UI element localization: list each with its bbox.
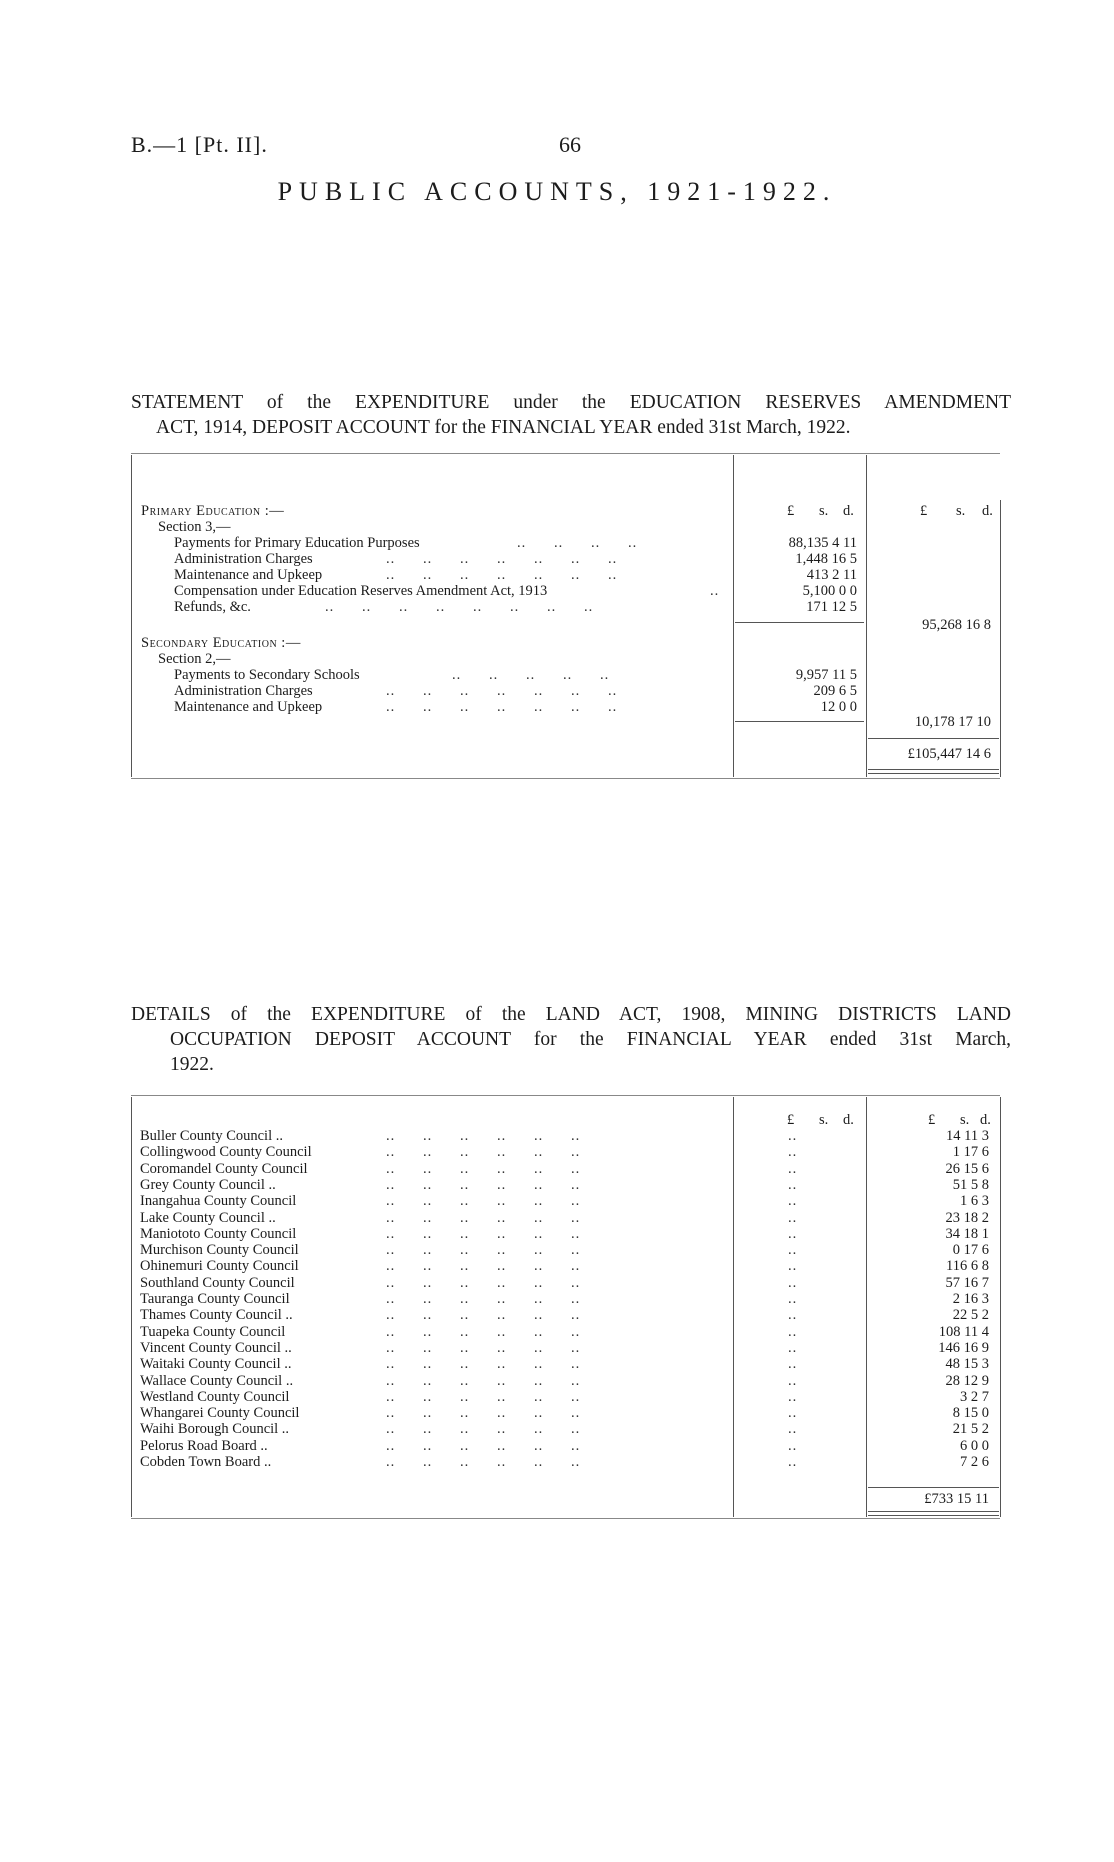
detail-row-label: Maniototo County Council: [140, 1225, 297, 1242]
leader-dots: ..: [788, 1193, 798, 1210]
detail-row-label: Murchison County Council: [140, 1242, 299, 1259]
detail-row-amount: 21 5 2: [952, 1421, 989, 1438]
col-header-pounds: £: [787, 1112, 795, 1128]
primary-item-label: Refunds, &c.: [174, 599, 251, 615]
leader-dots: .. .. .. .. .. .. ..: [386, 567, 618, 583]
leader-dots: .. .. .. .. .. ..: [386, 1323, 581, 1340]
double-rule-top: [868, 1511, 999, 1512]
col-header-pence: d.: [843, 503, 854, 519]
detail-row-label: Tauranga County Council: [140, 1291, 290, 1307]
secondary-item-amount: 12 0 0: [820, 699, 857, 715]
leader-dots: .. .. .. .. .. ..: [386, 1421, 581, 1438]
leader-dots: .. .. .. .. .. ..: [386, 1356, 581, 1373]
detail-row-label: Lake County Council ..: [140, 1209, 276, 1226]
statement2-title-line1: DETAILS of the EXPENDITURE of the LAND ACT, 1908, MINING DISTRICTS LAND: [131, 1004, 1011, 1025]
detail-row-amount: 23 18 2: [945, 1209, 989, 1226]
leader-dots: ..: [788, 1323, 798, 1340]
detail-row-amount: 1 6 3: [960, 1193, 989, 1210]
detail-row-label: Ohinemuri County Council: [140, 1258, 299, 1275]
table-left-rule: [131, 1097, 132, 1517]
leader-dots: ..: [788, 1176, 798, 1193]
statement1-title-line1: STATEMENT of the EXPENDITURE under the EDUCATION RESERVES AMENDMENT: [131, 392, 1011, 413]
leader-dots: .. .. .. .. .. ..: [386, 1388, 581, 1405]
leader-dots: .. .. .. .. .. ..: [386, 1258, 581, 1275]
col-header-shillings: s.: [956, 503, 966, 519]
leader-dots: .. .. .. .. .. .. ..: [386, 699, 618, 715]
detail-row-label: Buller County Council ..: [140, 1128, 283, 1144]
detail-row-label: Waihi Borough Council ..: [140, 1421, 290, 1438]
detail-row-amount: 0 17 6: [952, 1242, 989, 1259]
leader-dots: .. .. .. .. .. ..: [386, 1291, 581, 1307]
col-header-pence: d.: [980, 1112, 991, 1128]
col-header-pence: d.: [843, 1112, 854, 1128]
column-divider: [866, 1097, 867, 1517]
secondary-item-amount: 9,957 11 5: [795, 667, 857, 683]
leader-dots: ..: [788, 1454, 798, 1470]
leader-dots: .. .. .. .. .. ..: [386, 1160, 581, 1177]
detail-row-amount: 2 16 3: [952, 1291, 989, 1307]
secondary-item-label: Payments to Secondary Schools: [174, 667, 360, 683]
primary-item-amount: 413 2 11: [806, 567, 857, 583]
leader-dots: ..: [788, 1405, 798, 1422]
secondary-section-label: Section 2,—: [158, 651, 231, 667]
leader-dots: ..: [788, 1437, 798, 1454]
detail-row-amount: 34 18 1: [945, 1225, 989, 1242]
col-header-shillings: s.: [819, 503, 829, 519]
leader-dots: ..: [788, 1242, 798, 1259]
detail-row-label: Southland County Council: [140, 1274, 295, 1291]
leader-dots: .. .. .. ..: [517, 535, 638, 551]
detail-row-label: Waitaki County Council ..: [140, 1356, 292, 1373]
leader-dots: ..: [788, 1372, 798, 1389]
leader-dots: ..: [788, 1225, 798, 1242]
leader-dots: .. .. .. .. .. .. .. ..: [325, 599, 594, 615]
leader-dots: ..: [710, 583, 720, 599]
column-divider: [733, 1097, 734, 1517]
detail-row-label: Grey County Council ..: [140, 1176, 276, 1193]
primary-item-amount: 171 12 5: [806, 599, 857, 615]
primary-item-label: Compensation under Education Reserves Amendment Act, 1913: [174, 583, 548, 599]
secondary-item-label: Maintenance and Upkeep: [174, 699, 323, 715]
leader-dots: ..: [788, 1339, 798, 1356]
leader-dots: .. .. .. .. .. ..: [386, 1209, 581, 1226]
detail-row-amount: 14 11 3: [946, 1128, 989, 1144]
leader-dots: .. .. .. .. .. ..: [386, 1339, 581, 1356]
leader-dots: .. .. .. .. .. ..: [386, 1225, 581, 1242]
detail-row-label: Tuapeka County Council: [140, 1323, 286, 1340]
document-reference: B.—1 [Pt. II].: [131, 132, 268, 157]
detail-row-label: Wallace County Council ..: [140, 1372, 294, 1389]
leader-dots: ..: [788, 1421, 798, 1438]
secondary-total: 10,178 17 10: [914, 714, 991, 730]
table-right-rule: [1000, 1097, 1001, 1517]
detail-row-amount: 6 0 0: [960, 1437, 989, 1454]
detail-row-amount: 28 12 9: [945, 1372, 989, 1389]
primary-item-label: Payments for Primary Education Purposes: [174, 535, 420, 551]
leader-dots: .. .. .. .. .. ..: [386, 1144, 581, 1161]
detail-row-amount: 7 2 6: [960, 1454, 989, 1470]
col-header-pence: d.: [982, 503, 993, 519]
col-header-pounds: £: [787, 503, 795, 519]
leader-dots: .. .. .. .. .. ..: [386, 1242, 581, 1259]
detail-row-label: Inangahua County Council: [140, 1193, 297, 1210]
detail-row-amount: 3 2 7: [960, 1388, 989, 1405]
leader-dots: .. .. .. .. ..: [452, 667, 610, 683]
detail-row-amount: 26 15 6: [945, 1160, 989, 1177]
detail-row-amount: 8 15 0: [952, 1405, 989, 1422]
detail-row-label: Thames County Council ..: [140, 1307, 293, 1324]
col-header-pounds: £: [920, 503, 928, 519]
leader-dots: ..: [788, 1144, 798, 1161]
detail-row-amount: 1 17 6: [952, 1144, 989, 1161]
leader-dots: .. .. .. .. .. ..: [386, 1274, 581, 1291]
detail-row-amount: 57 16 7: [945, 1274, 989, 1291]
secondary-education-heading: Secondary Education :—: [141, 635, 301, 651]
total-rule: [868, 1487, 999, 1488]
leader-dots: ..: [788, 1291, 798, 1307]
leader-dots: .. .. .. .. .. ..: [386, 1307, 581, 1324]
detail-row-amount: 146 16 9: [938, 1339, 989, 1356]
leader-dots: ..: [788, 1307, 798, 1324]
col-header-shillings: s.: [960, 1112, 970, 1128]
detail-row-label: Cobden Town Board ..: [140, 1454, 272, 1470]
primary-item-amount: 1,448 16 5: [795, 551, 857, 567]
leader-dots: ..: [788, 1209, 798, 1226]
detail-row-label: Westland County Council: [140, 1388, 290, 1405]
secondary-item-label: Administration Charges: [174, 683, 313, 699]
detail-row-amount: 51 5 8: [952, 1176, 989, 1193]
statement2-title-line2: OCCUPATION DEPOSIT ACCOUNT for the FINANCIAL YEAR ended 31st March,: [170, 1029, 1011, 1050]
secondary-item-amount: 209 6 5: [813, 683, 857, 699]
leader-dots: .. .. .. .. .. ..: [386, 1176, 581, 1193]
detail-row-label: Whangarei County Council: [140, 1405, 300, 1422]
detail-row-amount: 116 6 8: [946, 1258, 989, 1275]
leader-dots: ..: [788, 1356, 798, 1373]
leader-dots: ..: [788, 1274, 798, 1291]
leader-dots: .. .. .. .. .. ..: [386, 1193, 581, 1210]
table-top-rule: [131, 1095, 1000, 1096]
detail-row-amount: 22 5 2: [952, 1307, 989, 1324]
leader-dots: .. .. .. .. .. ..: [386, 1372, 581, 1389]
details-total: £733 15 11: [924, 1491, 989, 1507]
primary-education-heading: Primary Education :—: [141, 503, 285, 519]
grand-total: £105,447 14 6: [907, 746, 991, 762]
col-header-pounds: £: [928, 1112, 936, 1128]
detail-row-label: Coromandel County Council: [140, 1160, 308, 1177]
detail-row-label: Vincent County Council ..: [140, 1339, 292, 1356]
page-title: PUBLIC ACCOUNTS, 1921-1922.: [277, 177, 837, 206]
primary-item-amount: 5,100 0 0: [802, 583, 857, 599]
statement2-title-line3: 1922.: [170, 1054, 214, 1075]
detail-row-amount: 108 11 4: [938, 1323, 989, 1340]
leader-dots: ..: [788, 1128, 798, 1144]
leader-dots: .. .. .. .. .. ..: [386, 1454, 581, 1470]
primary-section-label: Section 3,—: [158, 519, 231, 535]
primary-item-label: Administration Charges: [174, 551, 313, 567]
detail-row-amount: 48 15 3: [945, 1356, 989, 1373]
double-rule-bottom: [868, 1515, 999, 1516]
detail-row-label: Pelorus Road Board ..: [140, 1437, 268, 1454]
leader-dots: ..: [788, 1160, 798, 1177]
primary-item-label: Maintenance and Upkeep: [174, 567, 323, 583]
col-header-shillings: s.: [819, 1112, 829, 1128]
table-bottom-rule: [131, 1518, 1000, 1519]
leader-dots: ..: [788, 1388, 798, 1405]
leader-dots: .. .. .. .. .. ..: [386, 1405, 581, 1422]
leader-dots: .. .. .. .. .. .. ..: [386, 551, 618, 567]
detail-row-label: Collingwood County Council: [140, 1144, 312, 1161]
primary-total: 95,268 16 8: [922, 617, 991, 633]
page-number: 66: [559, 132, 581, 157]
leader-dots: .. .. .. .. .. ..: [386, 1128, 581, 1144]
leader-dots: .. .. .. .. .. .. ..: [386, 683, 618, 699]
leader-dots: ..: [788, 1258, 798, 1275]
statement1-title-line2: ACT, 1914, DEPOSIT ACCOUNT for the FINANCIAL YEAR ended 31st March, 1922.: [156, 417, 851, 438]
primary-item-amount: 88,135 4 11: [788, 535, 857, 551]
leader-dots: .. .. .. .. .. ..: [386, 1437, 581, 1454]
